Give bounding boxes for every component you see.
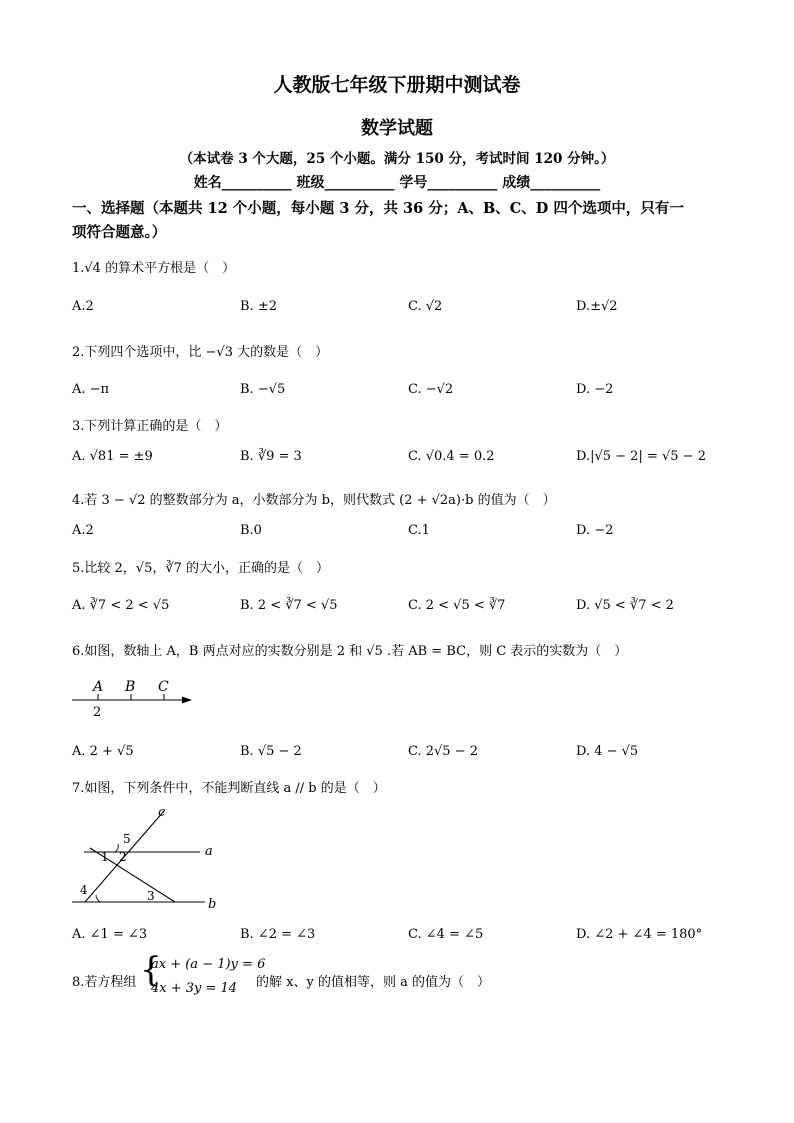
question-6-stem: 6.如图，数轴上 A，B 两点对应的实数分别是 2 和 √5 .若 AB = BC，则 C 表示的实数为（ ） (72, 644, 628, 659)
question-5-option-d: D. √5 < ∛7 < 2 (576, 598, 674, 613)
subject-title: 数学试题 (361, 118, 433, 139)
question-7-option-b: B. ∠2 = ∠3 (240, 927, 316, 942)
angle-1-label: 1 (101, 850, 109, 864)
section-heading-line1: 一、选择题（本题共 12 个小题，每小题 3 分，共 36 分；A、B、C、D 四个选项中，只有一 (72, 200, 684, 217)
student-info-fields: 姓名__________ 班级__________ 学号__________ 成绩__________ (193, 175, 601, 191)
angle-3-label: 3 (147, 889, 155, 903)
question-5-option-b: B. 2 < ∛7 < √5 (240, 598, 338, 613)
equation-line-1: ax + (a − 1)y = 6 (151, 957, 266, 972)
question-3-option-a: A. √81 = ±9 (72, 449, 153, 464)
number-line-figure (68, 674, 198, 720)
angle-5-label: 5 (123, 832, 131, 846)
question-3-option-d: D.|√5 − 2| = √5 − 2 (576, 449, 706, 464)
question-7-option-d: D. ∠2 + ∠4 = 180° (576, 927, 703, 942)
exam-note: （本试卷 3 个大题，25 个小题。满分 150 分，考试时间 120 分钟。） (179, 151, 615, 167)
question-1-option-b: B. ±2 (240, 299, 277, 314)
point-b-label: B (125, 679, 136, 695)
question-4-stem: 4.若 3 − √2 的整数部分为 a，小数部分为 b，则代数式 (2 + √2a)·b 的值为（ ） (72, 493, 556, 508)
angle-2-label: 2 (119, 850, 127, 864)
page-title: 人教版七年级下册期中测试卷 (273, 74, 521, 96)
question-2-option-c: C. −√2 (408, 382, 454, 397)
question-5-option-c: C. 2 < √5 < ∛7 (408, 598, 506, 613)
line-c-label: c (158, 805, 166, 820)
question-1-stem: 1.√4 的算术平方根是（ ） (72, 261, 236, 276)
equation-line-2: 4x + 3y = 14 (151, 981, 238, 996)
question-2-option-b: B. −√5 (240, 382, 286, 397)
line-a-label: a (205, 844, 213, 859)
parallel-lines-figure (70, 802, 230, 912)
question-1-option-c: C. √2 (408, 299, 443, 314)
point-a-label: A (93, 679, 104, 695)
angle-4-label: 4 (80, 883, 88, 897)
question-6-option-d: D. 4 − √5 (576, 744, 639, 759)
point-c-label: C (158, 679, 169, 695)
question-1-option-d: D.±√2 (576, 299, 618, 314)
question-2-option-d: D. −2 (576, 382, 614, 397)
question-7-option-a: A. ∠1 = ∠3 (72, 927, 148, 942)
question-5-option-a: A. ∛7 < 2 < √5 (72, 598, 170, 613)
question-2-stem: 2.下列四个选项中，比 −√3 大的数是（ ） (72, 345, 329, 360)
question-5-stem: 5.比较 2，√5，∛7 的大小，正确的是（ ） (72, 561, 330, 576)
tick-label-2: 2 (93, 705, 102, 720)
question-6-option-a: A. 2 + √5 (72, 744, 134, 759)
question-3-stem: 3.下列计算正确的是（ ） (72, 419, 228, 434)
question-2-option-a: A. −π (72, 382, 110, 397)
question-1-option-a: A.2 (72, 299, 94, 314)
question-4-option-c: C.1 (408, 523, 430, 538)
question-4-option-b: B.0 (240, 523, 262, 538)
section-heading-line2: 项符合题意。） (72, 224, 167, 241)
question-3-option-c: C. √0.4 = 0.2 (408, 449, 495, 464)
question-6-option-b: B. √5 − 2 (240, 744, 302, 759)
question-4-option-a: A.2 (72, 523, 94, 538)
question-6-option-c: C. 2√5 − 2 (408, 744, 479, 759)
question-8-stem-before: 8.若方程组 (72, 975, 137, 990)
question-8-stem-after: 的解 x、y 的值相等，则 a 的值为（ ） (256, 975, 490, 990)
line-b-label: b (208, 897, 217, 912)
question-7-option-c: C. ∠4 = ∠5 (408, 927, 484, 942)
question-7-stem: 7.如图，下列条件中，不能判断直线 a // b 的是（ ） (72, 781, 386, 796)
question-3-option-b: B. ∛9 = 3 (240, 449, 302, 464)
equation-brace: { (140, 950, 162, 990)
question-4-option-d: D. −2 (576, 523, 614, 538)
